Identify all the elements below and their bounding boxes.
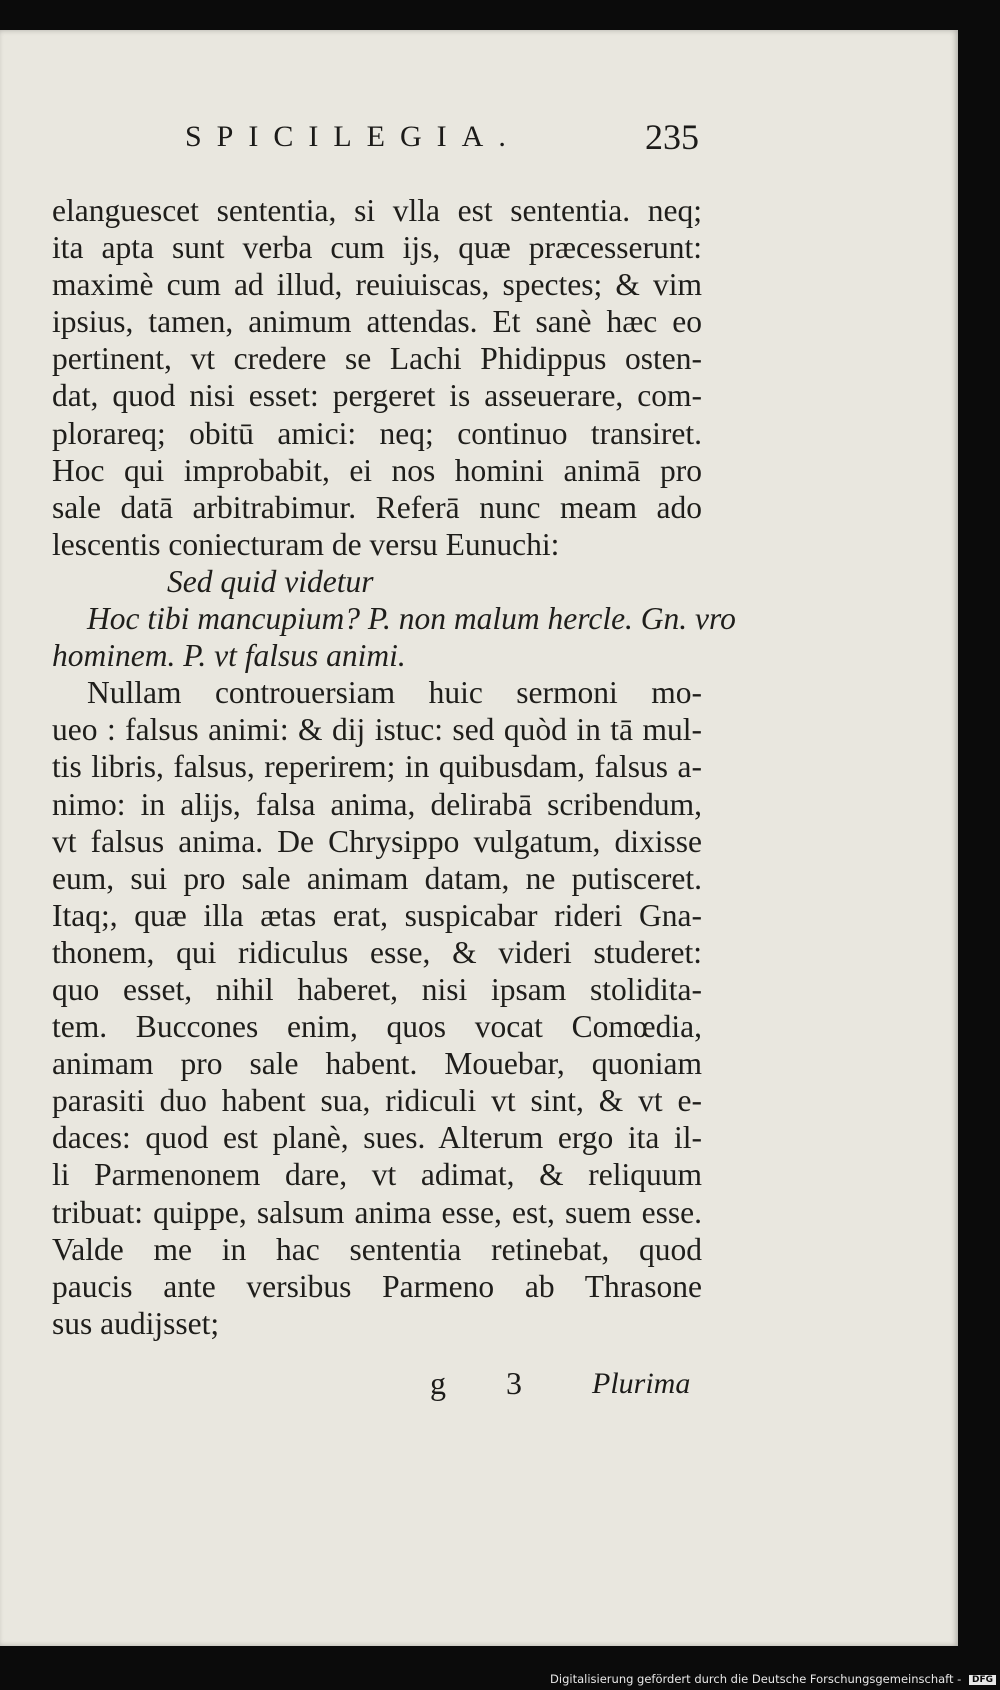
page-header <box>0 117 958 160</box>
book-page <box>0 30 958 1646</box>
text-line: vt falsus anima. De Chrysippo vulgatum, dixisse <box>52 823 702 859</box>
text-line: pertinent, vt credere se Lachi Phidippus osten- <box>52 341 702 377</box>
text-line: Nullam controuersiam huic sermoni mo- <box>87 675 702 711</box>
body-text <box>52 192 736 1342</box>
verse-line: Sed quid videtur <box>167 563 374 599</box>
text-line: Hoc qui improbabit, ei nos homini animā pro <box>52 452 702 488</box>
text-line: Valde me in hac sententia retinebat, quod <box>52 1231 702 1267</box>
text-line: thonem, qui ridiculus esse, & videri studeret: <box>52 934 702 970</box>
text-line: daces: quod est planè, sues. Alterum ergo ita il- <box>52 1120 702 1156</box>
text-line: quo esset, nihil haberet, nisi ipsam stolidita- <box>52 971 702 1007</box>
text-line: paucis ante versibus Parmeno ab Thrasone <box>52 1268 702 1304</box>
dfg-logo: DFG <box>969 1675 996 1685</box>
signature-mark: g 3 <box>430 1365 548 1401</box>
text-line: tis libris, falsus, reperirem; in quibusdam, falsus a- <box>52 749 702 785</box>
text-line: tem. Buccones enim, quos vocat Comœdia, <box>52 1009 702 1045</box>
text-line: dat, quod nisi esset: pergeret is asseuerare, com- <box>52 378 702 414</box>
text-line: lescentis coniecturam de versu Eunuchi: <box>52 526 560 562</box>
text-line: plorareq; obitū amici: neq; continuo transiret. <box>52 415 702 451</box>
page-footer <box>0 1365 958 1405</box>
text-line: ita apta sunt verba cum ijs, quæ præcesserunt: <box>52 230 702 266</box>
text-line: parasiti duo habent sua, ridiculi vt sint, & vt e- <box>52 1083 702 1119</box>
text-line: li Parmenonem dare, vt adimat, & reliquum <box>52 1157 702 1193</box>
catchword: Plurima <box>592 1367 691 1400</box>
digitization-credit <box>550 1672 996 1686</box>
text-line: sus audijsset; <box>52 1305 220 1341</box>
text-line: animam pro sale habent. Mouebar, quoniam <box>52 1046 702 1082</box>
text-line: maximè cum ad illud, reuiuiscas, spectes; & vim <box>52 267 702 303</box>
text-line: ueo : falsus animi: & dij istuc: sed quòd in tā mul- <box>52 712 702 748</box>
text-line: tribuat: quippe, salsum anima esse, est, suem esse. <box>52 1194 702 1230</box>
credit-text: Digitalisierung gefördert durch die Deutsche Forschungsgemeinschaft - <box>550 1672 962 1686</box>
text-line: Itaq;, quæ illa ætas erat, suspicabar rideri Gna- <box>52 897 702 933</box>
text-line: nimo: in alijs, falsa anima, delirabā scribendum, <box>52 786 702 822</box>
verse-line: hominem. P. vt falsus animi. <box>52 638 406 674</box>
verse-line: Hoc tibi mancupium? P. non malum hercle. Gn. vro <box>87 601 736 637</box>
text-line: elanguescet sententia, si vlla est sententia. neq; <box>52 193 702 228</box>
text-line: sale datā arbitrabimur. Referā nunc meam ado <box>52 489 702 525</box>
running-title: SPICILEGIA. <box>185 120 521 153</box>
text-line: eum, sui pro sale animam datam, ne putisceret. <box>52 860 702 896</box>
text-line: ipsius, tamen, animum attendas. Et sanè hæc eo <box>52 304 702 340</box>
page-number: 235 <box>645 117 699 157</box>
